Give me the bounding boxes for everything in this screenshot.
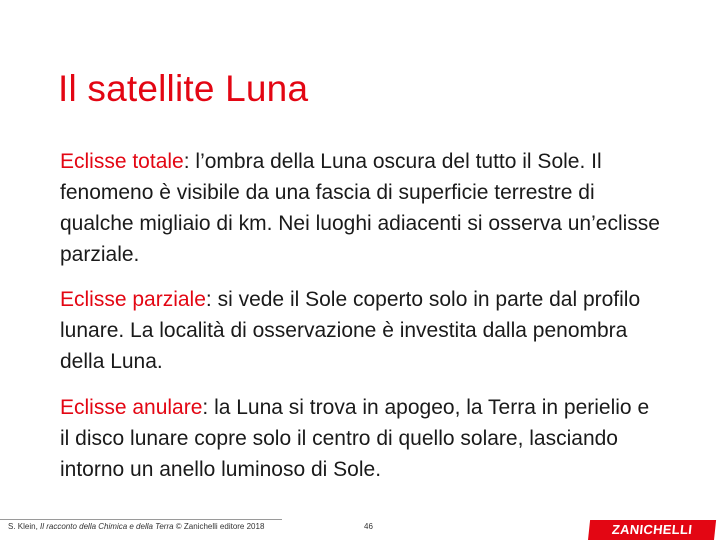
zanichelli-logo: ZANICHELLI (588, 520, 716, 540)
paragraph-eclisse-parziale (60, 284, 660, 377)
footer-book-title: Il racconto della Chimica e della Terra (40, 522, 174, 531)
text-eclisse-anulare: : la Luna si trova in apogeo, la Terra in perielio e il disco lunare copre solo il centro di quello solare, lasciando intorno un anello luminoso di Sole. (60, 396, 650, 481)
term-eclisse-parziale: Eclisse parziale (60, 288, 206, 311)
page-number: 46 (364, 522, 373, 531)
footer-author: S. Klein, (8, 522, 41, 531)
term-eclisse-totale: Eclisse totale (60, 150, 184, 173)
paragraph-eclisse-anulare (60, 392, 660, 485)
slide-title: Il satellite Luna (58, 68, 309, 109)
footer-publisher: © Zanichelli editore 2018 (173, 522, 265, 531)
text-eclisse-totale: : l’ombra della Luna oscura del tutto il Sole. Il fenomeno è visibile da una fascia di superficie terrestre di qualche migliaio di km. Nei luoghi adiacenti si osserva un’eclisse parziale. (60, 150, 660, 266)
footer-credit (8, 522, 264, 531)
footer-divider (0, 519, 282, 520)
text-eclisse-parziale: : si vede il Sole coperto solo in parte dal profilo lunare. La località di osservazione è investita dalla penombra della Luna. (60, 288, 641, 373)
paragraph-eclisse-totale (60, 146, 660, 270)
term-eclisse-anulare: Eclisse anulare (60, 396, 203, 419)
